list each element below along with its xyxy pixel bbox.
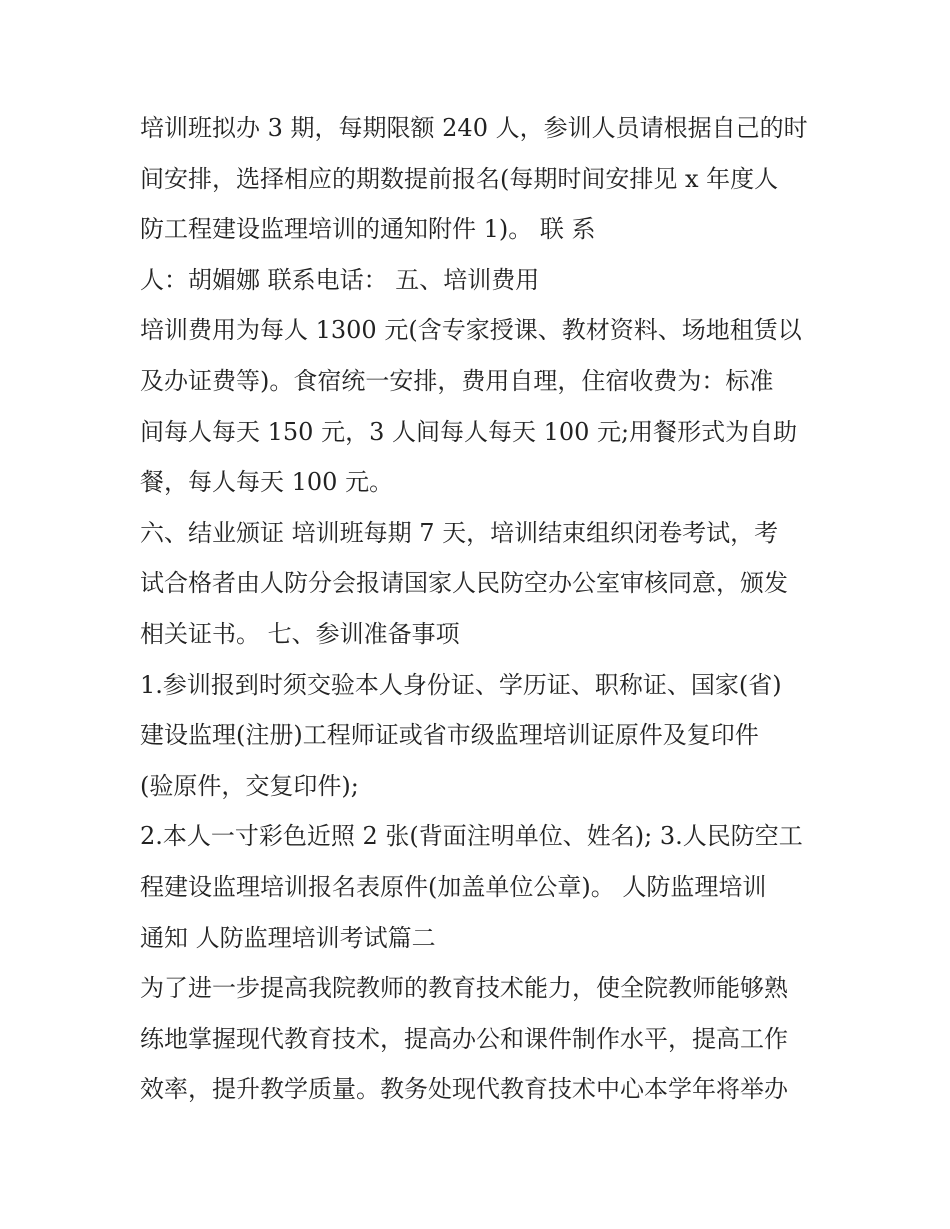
text-line: 间每人每天 150 元，3 人间每人每天 100 元;用餐形式为自助 (140, 417, 798, 446)
document-body (140, 103, 830, 1115)
text-line: 为了进一步提高我院教师的教育技术能力，使全院教师能够熟 (140, 974, 788, 1003)
text-line: 1.参训报到时须交验本人身份证、学历证、职称证、国家(省) (140, 670, 782, 699)
text-line: 人：胡媚娜 联系电话： 五、培训费用 (140, 265, 540, 294)
text-line: 餐，每人每天 100 元。 (140, 468, 394, 497)
text-line: 试合格者由人防分会报请国家人民防空办公室审核同意，颁发 (140, 569, 788, 598)
text-line: 间安排，选择相应的期数提前报名(每期时间安排见 x 年度人 (140, 164, 779, 193)
text-line: 六、结业颁证 培训班每期 7 天，培训结束组织闭卷考试，考 (140, 518, 779, 547)
text-line: (验原件，交复印件); (140, 771, 359, 800)
text-line: 效率，提升教学质量。教务处现代教育技术中心本学年将举办 (140, 1075, 788, 1104)
text-line: 相关证书。 七、参训准备事项 (140, 619, 460, 648)
text-line: 2.本人一寸彩色近照 2 张(背面注明单位、姓名); 3.人民防空工 (140, 822, 803, 851)
text-line: 及办证费等)。食宿统一安排，费用自理，住宿收费为：标准 (140, 366, 774, 395)
text-line: 防工程建设监理培训的通知附件 1)。 联 系 (140, 215, 596, 244)
text-line: 练地掌握现代教育技术，提高办公和课件制作水平，提高工作 (140, 1024, 788, 1053)
text-line: 培训班拟办 3 期，每期限额 240 人，参训人员请根据自己的时 (140, 114, 808, 142)
text-line: 建设监理(注册)工程师证或省市级监理培训证原件及复印件 (140, 721, 759, 750)
text-line: 程建设监理培训报名表原件(加盖单位公章)。 人防监理培训 (140, 872, 767, 901)
text-line: 培训费用为每人 1300 元(含专家授课、教材资料、场地租赁以 (140, 316, 802, 345)
text-line: 通知 人防监理培训考试篇二 (140, 923, 436, 952)
